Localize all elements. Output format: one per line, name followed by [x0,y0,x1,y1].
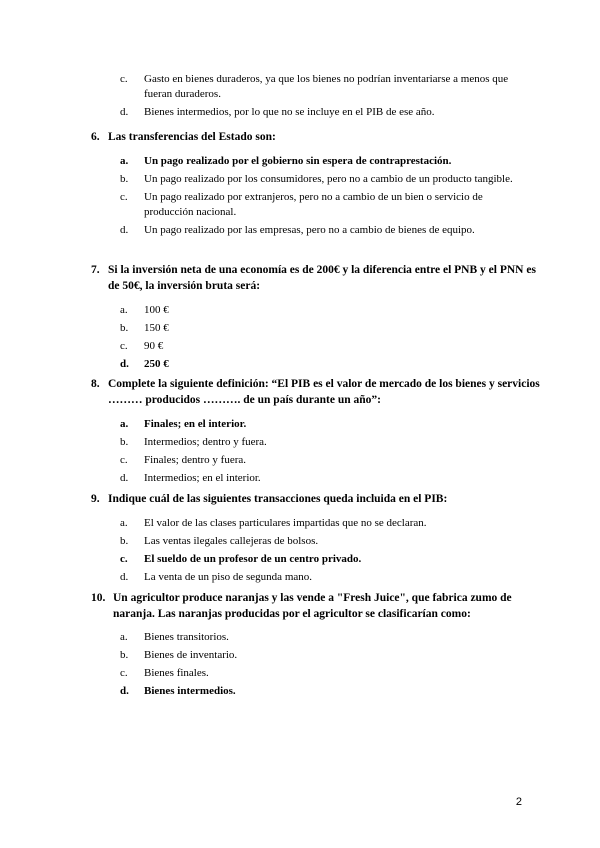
answer-text: El sueldo de un profesor de un centro privado. [144,553,362,565]
question-number: 9. [91,493,100,505]
question-text: Complete la siguiente definición: “El PIB es el valor de mercado de los bienes y servicios ……… producidos ………. de un país durante un año”: [108,378,540,406]
answer-list-6 [120,154,530,241]
question-10 [91,590,541,622]
answer-option [120,630,530,645]
answer-letter: d. [120,224,129,236]
answer-text: Finales; dentro y fuera. [144,454,247,466]
answer-text: Intermedios; en el interior. [144,472,261,484]
question-number: 6. [91,131,100,143]
answer-option [120,417,530,432]
answer-option [120,105,530,120]
answer-option [120,516,530,531]
answer-option [120,172,530,187]
answer-option [120,190,530,220]
question-text: Si la inversión neta de una economía es de 200€ y la diferencia entre el PNB y el PNN es de 50€, la inversión bruta será: [108,264,536,292]
answer-option [120,684,530,699]
answer-text: Bienes intermedios, por lo que no se incluye en el PIB de ese año. [144,106,435,118]
answer-letter: d. [120,106,129,118]
answer-text: Un pago realizado por el gobierno sin espera de contraprestación. [144,155,452,167]
answer-option [120,303,530,318]
answer-text: Bienes de inventario. [144,649,238,661]
answer-option [120,154,530,169]
question-9 [91,491,541,507]
answer-letter: c. [120,667,128,679]
answer-option [120,453,530,468]
answer-text: La venta de un piso de segunda mano. [144,571,313,583]
answer-letter: d. [120,571,129,583]
answer-option [120,534,530,549]
answer-text: Bienes intermedios. [144,685,236,697]
answer-text: 90 € [144,340,164,352]
question-7 [91,262,541,294]
answer-text: 250 € [144,358,169,370]
answer-option [120,72,530,102]
answer-option [120,321,530,336]
answer-text: Intermedios; dentro y fuera. [144,436,267,448]
answer-text: Un pago realizado por los consumidores, pero no a cambio de un producto tangible. [144,173,513,185]
question-text: Un agricultor produce naranjas y las vende a "Fresh Juice", que fabrica zumo de naranja. Las naranjas producidas por el agricultor se clasificarían como: [113,592,512,620]
answer-text: Bienes finales. [144,667,209,679]
answer-list-10 [120,630,530,702]
answer-letter: d. [120,685,129,697]
answer-letter: a. [120,517,128,529]
answer-text: Bienes transitorios. [144,631,229,643]
answer-text: 150 € [144,322,169,334]
continued-answer-list [120,72,530,123]
answer-list-9 [120,516,530,588]
answer-option [120,435,530,450]
answer-letter: b. [120,436,129,448]
answer-letter: c. [120,191,128,203]
answer-option [120,223,530,238]
answer-letter: a. [120,631,128,643]
answer-letter: c. [120,553,128,565]
answer-option [120,471,530,486]
question-8 [91,376,541,408]
answer-text: 100 € [144,304,169,316]
answer-option [120,357,530,372]
answer-letter: a. [120,304,128,316]
answer-letter: c. [120,340,128,352]
answer-letter: d. [120,472,129,484]
answer-list-7 [120,303,530,375]
answer-option [120,666,530,681]
answer-text: Las ventas ilegales callejeras de bolsos. [144,535,319,547]
answer-letter: b. [120,649,129,661]
answer-text: Gasto en bienes duraderos, ya que los bienes no podrían inventariarse a menos que fueran duraderos. [144,73,509,100]
answer-option [120,570,530,585]
answer-letter: b. [120,173,129,185]
answer-option [120,339,530,354]
answer-text: Finales; en el interior. [144,418,247,430]
answer-letter: b. [120,535,129,547]
page-number: 2 [515,796,522,808]
answer-letter: d. [120,358,129,370]
answer-letter: a. [120,418,129,430]
answer-letter: a. [120,155,129,167]
answer-text: Un pago realizado por las empresas, pero no a cambio de bienes de equipo. [144,224,475,236]
question-number: 10. [91,592,106,604]
answer-letter: b. [120,322,129,334]
answer-list-8 [120,417,530,489]
question-6 [91,129,541,145]
answer-text: Un pago realizado por extranjeros, pero no a cambio de un bien o servicio de producción nacional. [144,191,483,218]
answer-option [120,648,530,663]
answer-letter: c. [120,73,128,85]
answer-option [120,552,530,567]
answer-letter: c. [120,454,128,466]
question-text: Las transferencias del Estado son: [108,131,276,143]
question-text: Indique cuál de las siguientes transacciones queda incluida en el PIB: [108,493,448,505]
question-number: 7. [91,264,100,276]
question-number: 8. [91,378,100,390]
answer-text: El valor de las clases particulares impartidas que no se declaran. [144,517,427,529]
